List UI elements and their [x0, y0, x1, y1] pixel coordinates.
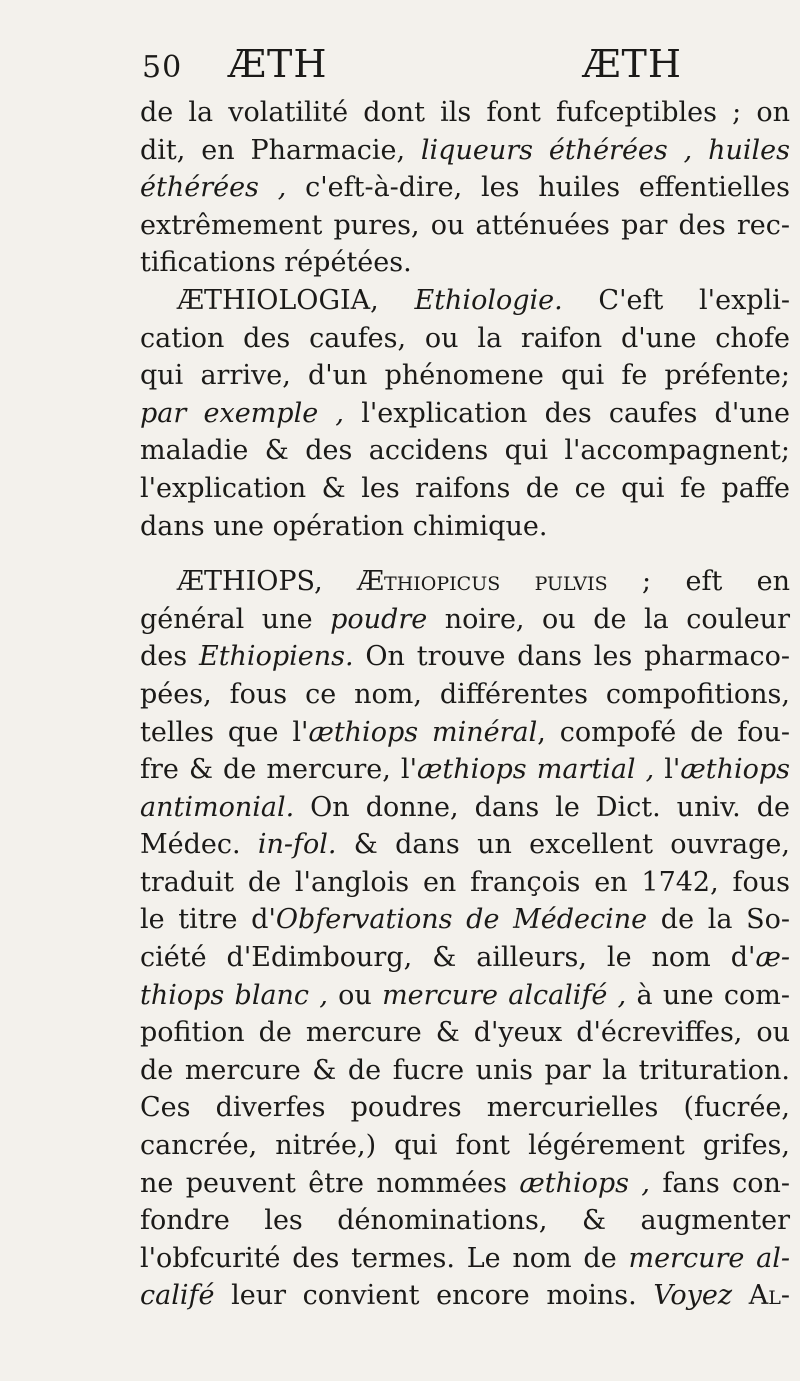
left-headword: ÆTH: [228, 42, 328, 86]
text-line: fondre les dénominations, & augmenter: [140, 1205, 790, 1237]
text-line: Ces diverfes poudres mercurielles (fucrée,: [140, 1092, 790, 1124]
text-line: maladie & des accidens qui l'accompagnent;: [140, 435, 790, 467]
text-line: de mercure & de fucre unis par la trituration.: [140, 1054, 790, 1086]
text-line: des Ethiopiens. On trouve dans les pharmaco-: [140, 641, 790, 673]
text-line: dans une opération chimique.: [140, 510, 548, 542]
text-line: traduit de l'anglois en françois en 1742, fous: [140, 866, 790, 898]
text-line: de la volatilité dont ils font fufceptibles ; on: [140, 97, 790, 128]
page-number: 50: [142, 50, 183, 85]
text-line: antimonial. On donne, dans le Dict. univ. de: [140, 791, 790, 823]
text-line: dit, en Pharmacie, liqueurs éthérées , huiles: [140, 134, 790, 166]
text-line: Médec. in-fol. & dans un excellent ouvrage,: [140, 829, 790, 861]
text-line: tifications répétées.: [140, 247, 412, 279]
text-line: thiops blanc , ou mercure alcalifé , à une com-: [140, 979, 791, 1011]
text-line: cation des caufes, ou la raifon d'une chofe: [140, 322, 790, 354]
text-line: ÆTHIOPS, Æthiopicus pulvis ; eft en: [177, 566, 791, 598]
text-line: ÆTHIOLOGIA, Ethiologie. C'eft l'expli-: [177, 284, 790, 316]
running-header: [142, 38, 682, 90]
text-line: éthérées , c'eft-à-dire, les huiles effentielles: [140, 172, 790, 204]
paragraph-gap: [140, 545, 790, 563]
text-line: pées, fous ce nom, différentes compofitions,: [140, 678, 790, 710]
text-line: l'obfcurité des termes. Le nom de mercure al-: [140, 1242, 790, 1274]
text-line: l'explication & les raifons de ce qui fe paffe: [140, 472, 790, 504]
text-line: extrêmement pures, ou atténuées par des rec-: [140, 209, 790, 241]
right-headword: ÆTH: [582, 42, 682, 86]
text-line: califé leur convient encore moins. Voyez Al-: [140, 1280, 790, 1312]
text-line: telles que l'æthiops minéral, compofé de fou-: [140, 716, 791, 748]
text-line: cancrée, nitrée,) qui font légérement grifes,: [140, 1130, 790, 1162]
text-line: général une poudre noire, ou de la couleur: [140, 603, 790, 635]
text-line: pofition de mercure & d'yeux d'écreviffes, ou: [140, 1017, 790, 1049]
text-line: ciété d'Edimbourg, & ailleurs, le nom d'æ-: [140, 942, 790, 974]
text-line: le titre d'Obfervations de Médecine de la So-: [140, 904, 790, 936]
page-body: [140, 94, 790, 1315]
text-line: ne peuvent être nommées æthiops , fans con-: [140, 1167, 790, 1199]
text-line: par exemple , l'explication des caufes d'une: [140, 397, 790, 429]
text-line: fre & de mercure, l'æthiops martial , l'æthiops: [140, 754, 790, 786]
text-line: qui arrive, d'un phénomene qui fe préfente;: [140, 360, 790, 392]
